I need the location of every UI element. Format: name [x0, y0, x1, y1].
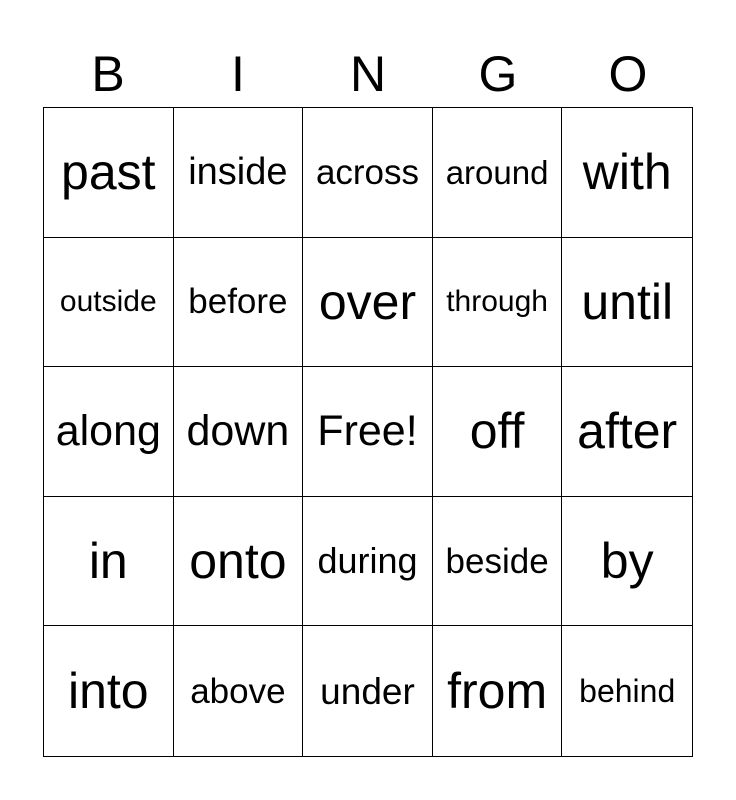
bingo-cell[interactable]: along	[44, 367, 174, 497]
bingo-cell[interactable]: under	[303, 626, 433, 756]
bingo-cell[interactable]: over	[303, 238, 433, 368]
bingo-cell[interactable]: onto	[174, 497, 304, 627]
bingo-cell[interactable]: around	[433, 108, 563, 238]
header-letter-g: G	[478, 46, 518, 102]
bingo-cell[interactable]: until	[562, 238, 692, 368]
bingo-board	[43, 107, 693, 757]
bingo-cell[interactable]: outside	[44, 238, 174, 368]
bingo-cell[interactable]: with	[562, 108, 692, 238]
bingo-cell[interactable]: behind	[579, 673, 676, 710]
bingo-cell[interactable]: by	[562, 497, 692, 627]
bingo-cell[interactable]: in	[44, 497, 174, 627]
bingo-cell[interactable]: inside	[174, 108, 304, 238]
bingo-cell[interactable]: above	[174, 626, 304, 756]
bingo-cell[interactable]: across	[303, 108, 433, 238]
header-letter-b: B	[91, 46, 125, 102]
bingo-header	[43, 40, 693, 108]
bingo-cell[interactable]: before	[174, 238, 304, 368]
bingo-cell[interactable]: into	[44, 626, 174, 756]
bingo-cell[interactable]: during	[303, 497, 433, 627]
header-letter-i: I	[231, 46, 245, 102]
bingo-cell[interactable]: from	[433, 626, 563, 756]
bingo-cell[interactable]: off	[433, 367, 563, 497]
bingo-cell[interactable]: down	[174, 367, 304, 497]
bingo-cell[interactable]: through	[433, 238, 563, 368]
bingo-cell[interactable]: past	[44, 108, 174, 238]
header-letter-o: O	[608, 46, 648, 102]
bingo-cell[interactable]: after	[562, 367, 692, 497]
bingo-cell[interactable]: beside	[433, 497, 563, 627]
header-letter-n: N	[349, 46, 387, 102]
free-space-cell[interactable]: Free!	[303, 367, 433, 497]
